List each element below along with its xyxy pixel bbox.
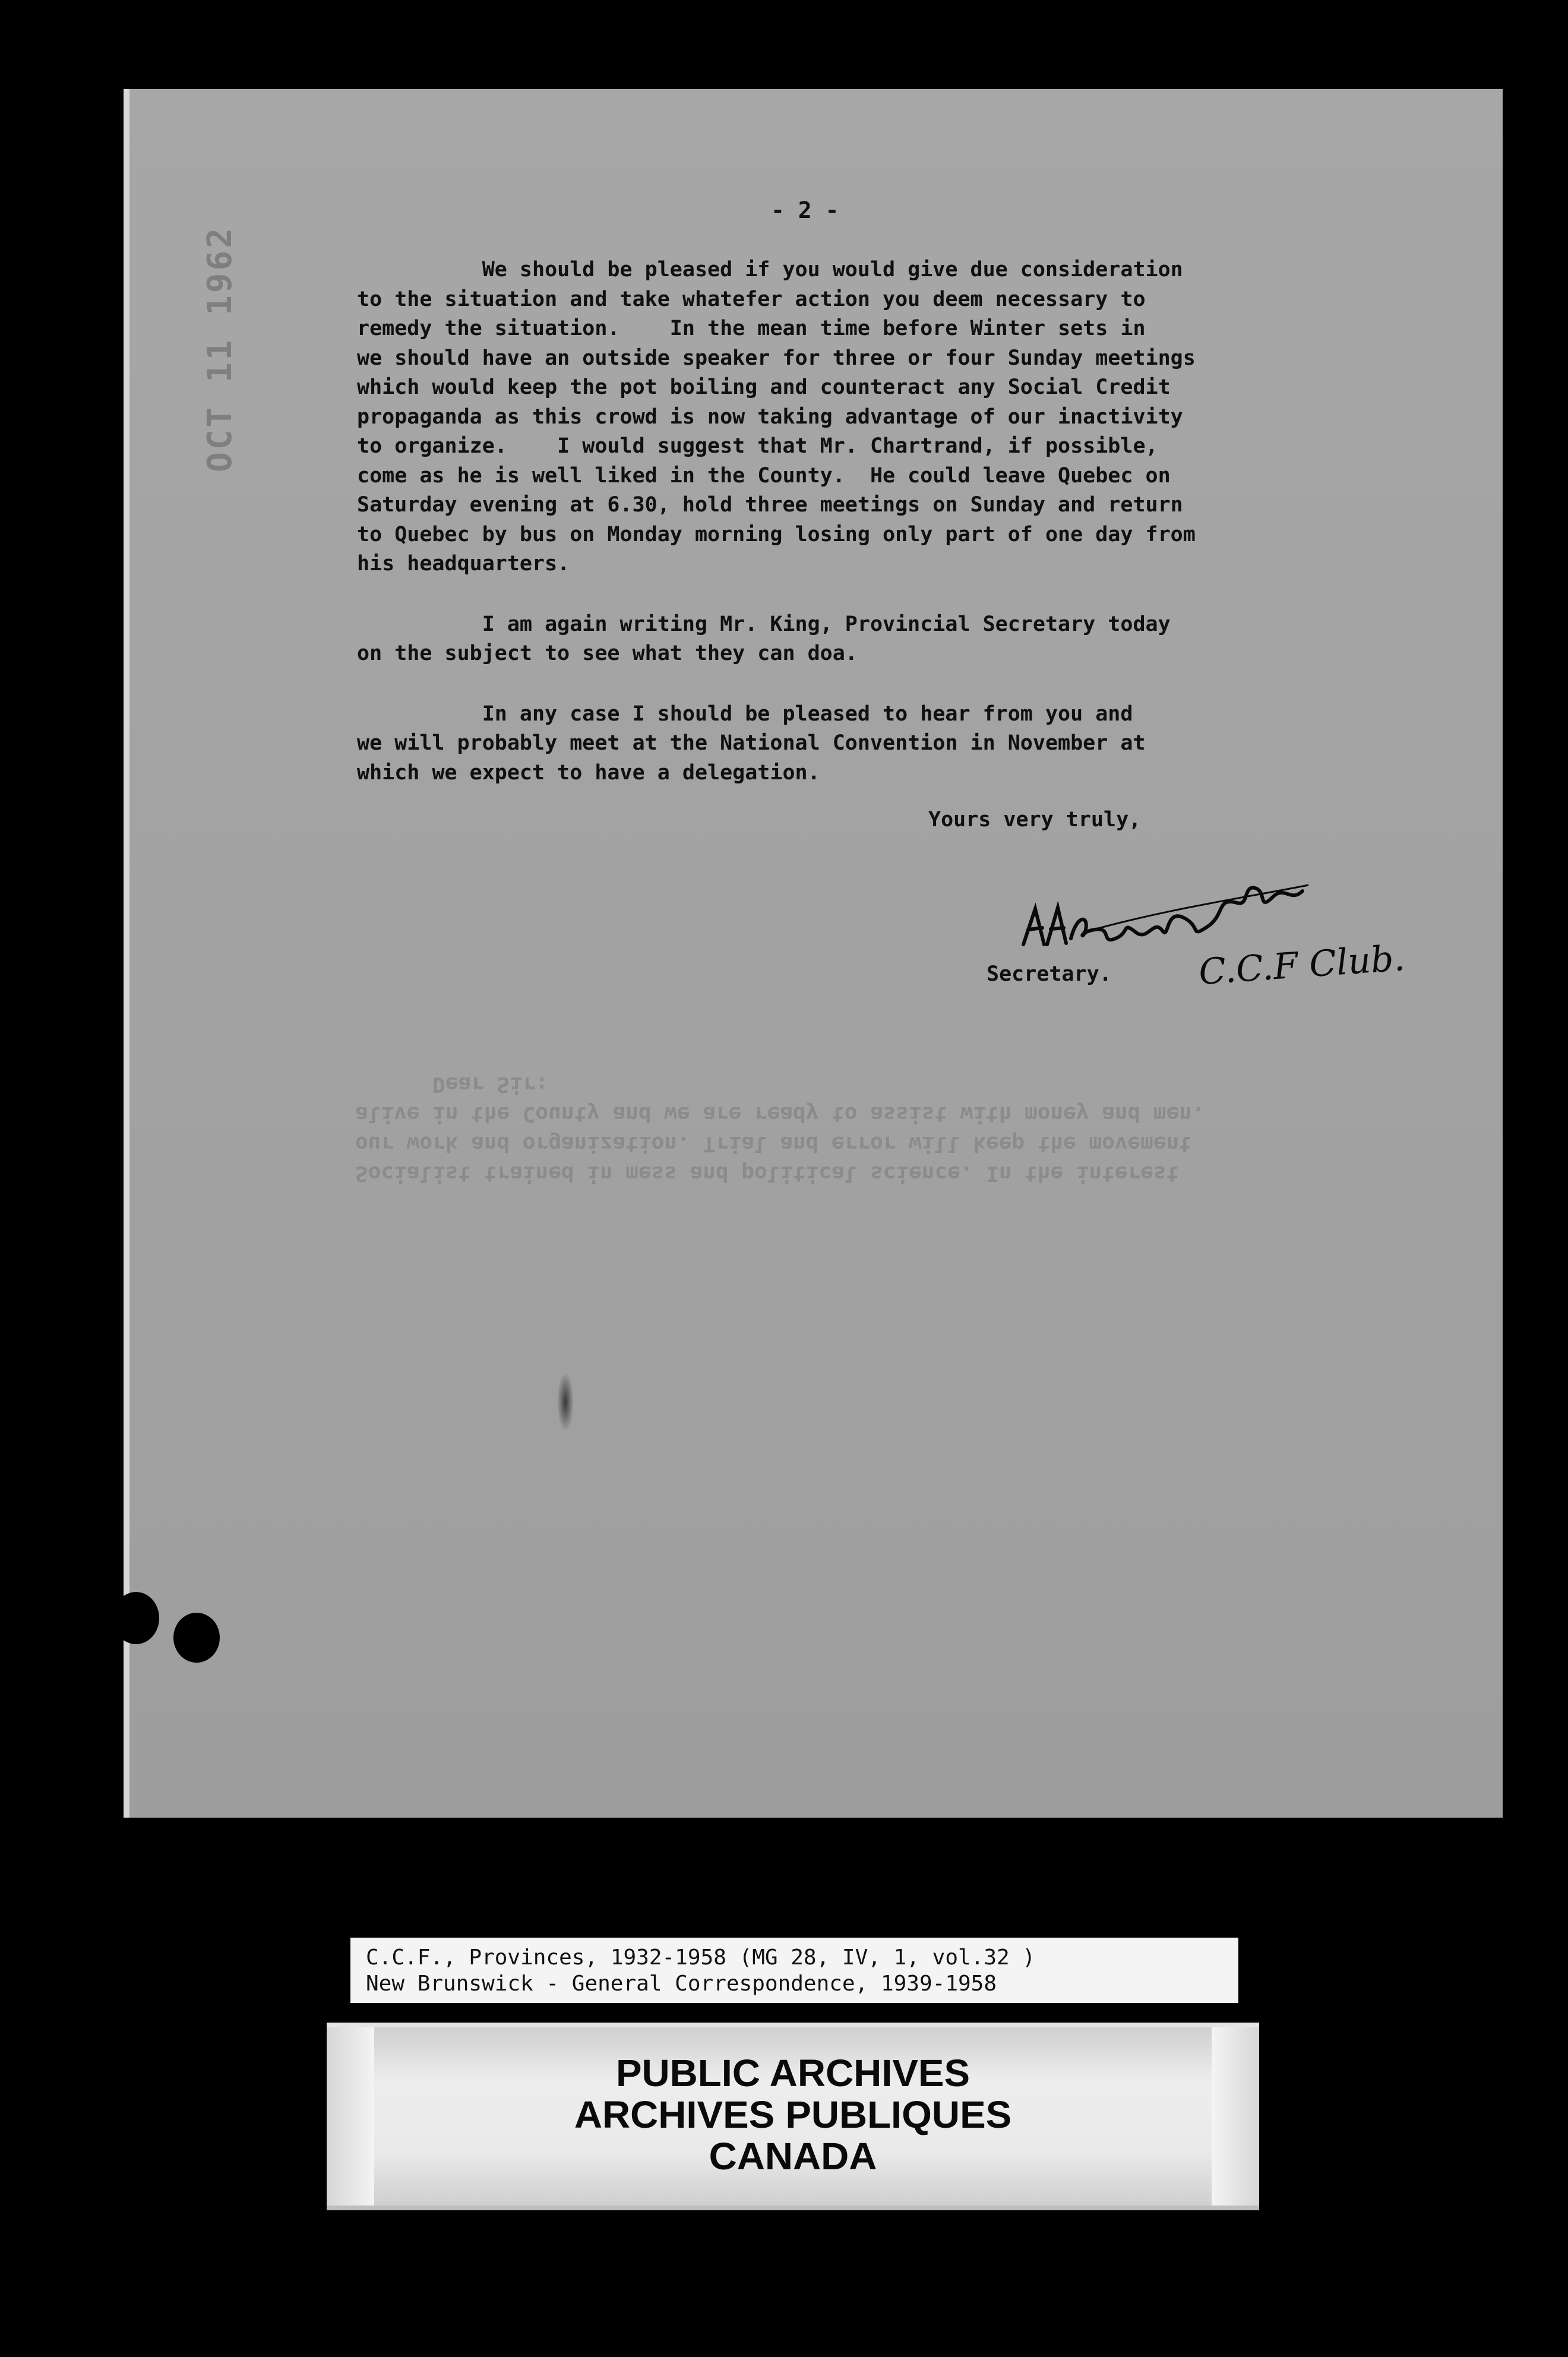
page-number: - 2 - xyxy=(771,197,839,223)
punch-hole-right xyxy=(173,1613,220,1663)
signer-title: Secretary. xyxy=(987,962,1112,986)
archive-stamp xyxy=(327,2023,1259,2210)
paragraph-2: I am again writing Mr. King, Provincial Secretary today on the subject to see what they can doa. xyxy=(357,612,1171,665)
punch-hole-left xyxy=(113,1592,159,1644)
stamp-text xyxy=(327,2052,1259,2177)
letter-page xyxy=(124,89,1503,1818)
ink-smudge xyxy=(557,1372,574,1432)
stamp-line-3: CANADA xyxy=(709,2135,877,2178)
letter-closing: Yours very truly, xyxy=(928,808,1142,832)
stamp-line-2: ARCHIVES PUBLIQUES xyxy=(574,2093,1012,2136)
handwritten-signature xyxy=(1011,861,1487,962)
paragraph-1: We should be pleased if you would give due consideration to the situation and take whatefer action you deem necessary to remedy the situation. In the mean time before Winter sets in we should have an outside speaker for three or four Sunday meetings which would keep the pot boiling and counteract any Social Credit propaganda as this crowd is now taking advantage of our inactivity to organize. I would suggest that Mr. Chartrand, if possible, come as he is well liked in the County. He could leave Quebec on Saturday evening at 6.30, hold three meetings on Sunday and return to Quebec by bus on Monday morning losing only part of one day from his headquarters. xyxy=(357,258,1196,576)
paragraph-3: In any case I should be pleased to hear from you and we will probably meet at the National Convention in November at which we expect to have a delegation. xyxy=(357,702,1146,785)
handwritten-org: C.C.F Club. xyxy=(1197,937,1406,994)
archive-label xyxy=(350,1938,1238,2003)
archive-label-line-1: C.C.F., Provinces, 1932-1958 (MG 28, IV, 1, vol.32 ) xyxy=(366,1945,1036,1970)
vertical-stamp-mark: OCT 11 1962 xyxy=(201,226,239,472)
archive-label-line-2: New Brunswick - General Correspondence, 1939-1958 xyxy=(366,1971,997,1996)
stamp-line-1: PUBLIC ARCHIVES xyxy=(615,2052,970,2094)
show-through-text: Socialist trained in mess and political science. In the interest our work and organization. Trial and error will keep the movement alive in the County and we are ready to assist with money and men. Dear Sir: xyxy=(355,1072,1205,1186)
letter-body xyxy=(357,255,1485,819)
